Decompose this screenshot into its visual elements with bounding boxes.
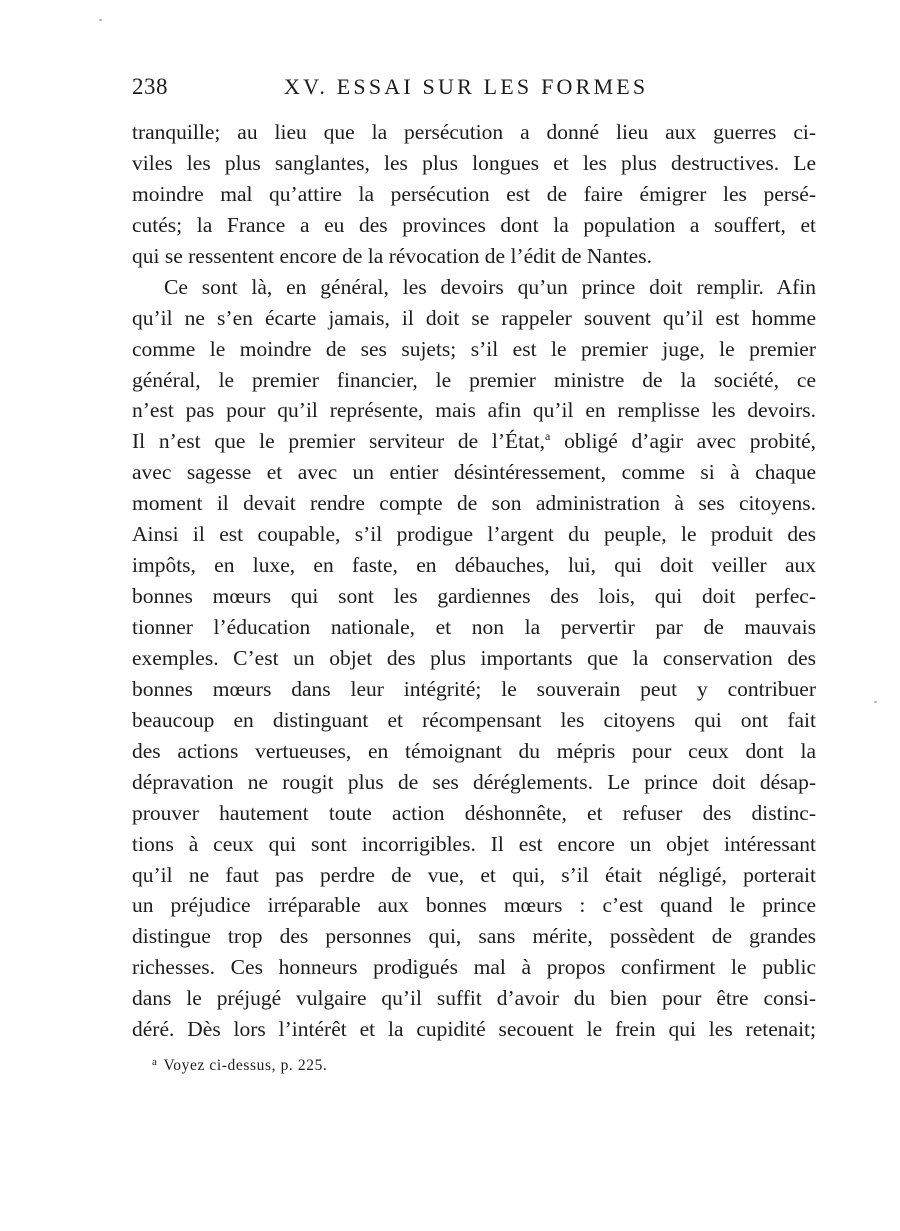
- text-line: avec sagesse et avec un entier désintéressement, comme si à chaque: [132, 460, 816, 485]
- text-line: tranquille; au lieu que la persécution a donné lieu aux guerres ci-: [132, 120, 816, 144]
- text-line: bonnes mœurs dans leur intégrité; le souverain peut y contribuer: [132, 676, 816, 701]
- text-line: tionner l’éducation nationale, et non la pervertir par de mauvais: [132, 615, 816, 639]
- text-line: qui se ressentent encore de la révocation de l’édit de Nantes.: [132, 243, 652, 268]
- text-segment: Il n’est que le premier serviteur de l’État,: [132, 429, 546, 454]
- text-line: moment il devait rendre compte de son administration à ses citoyens.: [132, 491, 816, 516]
- text-line: général, le premier financier, le premier ministre de la société, ce: [132, 367, 816, 392]
- text-segment: obligé d’agir avec probité,: [550, 429, 816, 454]
- page-header: [132, 70, 816, 106]
- text-line: richesses. Ces honneurs prodigués mal à propos confirment le public: [132, 955, 816, 980]
- body-text: [132, 117, 816, 1045]
- text-line: impôts, en luxe, en faste, en débauches, lui, qui doit veiller aux: [132, 553, 816, 578]
- text-line: un préjudice irréparable aux bonnes mœurs : c’est quand le prince: [132, 893, 816, 918]
- text-line: Ce sont là, en général, les devoirs qu’un prince doit remplir. Afin: [164, 274, 816, 299]
- text-line: viles les plus sanglantes, les plus longues et les plus destructives. Le: [132, 150, 816, 175]
- paper-speck: [874, 701, 877, 703]
- text-line: bonnes mœurs qui sont les gardiennes des lois, qui doit perfec-: [132, 584, 816, 609]
- text-line: tions à ceux qui sont incorrigibles. Il est encore un objet intéressant: [132, 831, 816, 856]
- text-line: cutés; la France a eu des provinces dont la population a souffert, et: [132, 212, 816, 237]
- footnote-text: Voyez ci-dessus, p. 225.: [163, 1057, 328, 1074]
- text-line: des actions vertueuses, en témoignant du mépris pour ceux dont la: [132, 738, 816, 763]
- text-line: qu’il ne s’en écarte jamais, il doit se rappeler souvent qu’il est homme: [132, 305, 816, 330]
- text-line: qu’il ne faut pas perdre de vue, et qui, s’il était négligé, porterait: [132, 862, 816, 887]
- text-line: distingue trop des personnes qui, sans mérite, possèdent de grandes: [132, 924, 816, 949]
- text-line: prouver hautement toute action déshonnête, et refuser des distinc-: [132, 800, 816, 825]
- text-line: dans le préjugé vulgaire qu’il suffit d’avoir du bien pour être consi-: [132, 986, 816, 1011]
- text-line: n’est pas pour qu’il représente, mais afin qu’il en remplisse les devoirs.: [132, 398, 816, 423]
- text-line: beaucoup en distinguant et récompensant les citoyens qui ont fait: [132, 707, 816, 732]
- text-line: moindre mal qu’attire la persécution est de faire émigrer les persé-: [132, 181, 816, 206]
- page-number: 238: [132, 74, 168, 99]
- text-line: [132, 426, 816, 457]
- text-line: Ainsi il est coupable, s’il prodigue l’argent du peuple, le produit des: [132, 522, 816, 547]
- text-line: comme le moindre de ses sujets; s’il est le premier juge, le premier: [132, 336, 816, 361]
- footnote: [152, 1057, 327, 1075]
- running-title: XV. ESSAI SUR LES FORMES: [284, 74, 649, 99]
- footnote-reference: a: [545, 429, 551, 444]
- text-line: exemples. C’est un objet des plus importants que la conservation des: [132, 645, 816, 670]
- footnote-marker: a: [152, 1056, 158, 1068]
- text-line: déré. Dès lors l’intérêt et la cupidité secouent le frein qui les retenait;: [132, 1017, 816, 1042]
- paper-speck: [99, 19, 102, 21]
- text-line: dépravation ne rougit plus de ses déréglements. Le prince doit désap-: [132, 769, 816, 794]
